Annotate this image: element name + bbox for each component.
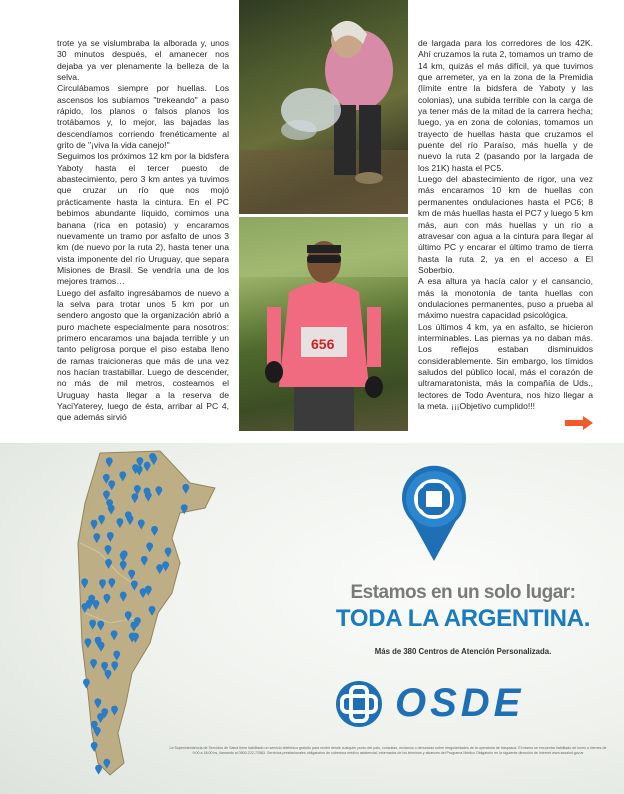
ad-headline: Estamos en un solo lugar:: [350, 582, 576, 603]
photo-runner-splashing-water: [239, 0, 408, 214]
osde-advertisement: [0, 443, 624, 794]
paragraph: Luego del asfalto ingresábamos de nuevo a la selva para trotar unos 5 km por un sendero angosto que la organización abrió a puro machete especialmente para nosotros: primero encaramos una bajada terrible y un tanto peligrosa porque el piso estaba lleno de ramas traicioneras que más de una vez nos hacían trastabillar. Luego de descender, no más de mil metros, costeamos el Uruguay hasta llegar a la reserva de YaciYaterey, luego de ésta, arribar al PC 4, que además sirvió: [57, 287, 229, 423]
page-turn-arrow-icon[interactable]: [565, 416, 593, 430]
photo-runner-pink-shirt: [239, 217, 408, 431]
svg-text:656: 656: [311, 336, 335, 352]
paragraph: de largada para los corredores de los 42K. Ahí cruzamos la ruta 2, tomamos un tramo de 14 km, quizás el más difícil, ya que tuvimos que arremeter, ya en la zona de la Premidia (límite entre la bidsfera de Yaboty y las colonias), una subida terrible con la carga de ya tener más de la mitad de la carrera hecha; luego, ya en zona de colonias, tomamos un trayecto de huellas hasta que cruzamos el puente del río Paraíso, más huella y de nuevo la ruta 2 (pasando por la largada de los 21K) hasta el PC5.: [418, 38, 593, 173]
paragraph: Los últimos 4 km, ya en asfalto, se hicieron interminables. Las piernas ya no daban más. Los reflejos estaban disminuidos considerablemente. Sin embargo, los tímidos saludos del público local, más el corazón de ultramaratonista, más la compañía de Uds., lectores de Todo Aventura, nos hizo llegar a la meta. ¡¡¡Objetivo cumplido!!!: [418, 321, 593, 411]
paragraph: A esa altura ya hacía calor y el cansancio, más la monotonía de tanta huellas con ondulaciones permanentes, puso a prueba al máximo nuestra capacidad psicológica.: [418, 276, 593, 321]
osde-brand-logo: OSDE: [395, 681, 525, 725]
location-pin-icon: [398, 463, 470, 561]
map-pin-icon: [95, 765, 102, 775]
paragraph: trote ya se vislumbraba la alborada y, unos 30 minutos después, el amanecer nos dejaba ya ver plenamente la belleza de la selva.: [57, 38, 229, 83]
paragraph: Circulábamos siempre por huellas. Los ascensos los subíamos "trekeando" a paso rápido, los planos o falsos planos los trotábamos y, lo mejor, las bajadas las descendíamos corriendo frenéticamente al grito de "¡viva la vida canejo!": [57, 83, 229, 151]
osde-cross-logo-icon: [334, 679, 384, 729]
ad-headline-main: TODA LA ARGENTINA.: [335, 605, 591, 632]
argentina-map: [40, 443, 240, 783]
ad-fine-print: La Superintendencia de Servicios de Salud tiene habilitado un servicio telefónico gratuito para recibir desde cualquier punto del país, consultas, reclamos o denuncias sobre irregularidades de la operatoria de traspasos. El mismo se encuentra habilitado de lunes a viernes de 9:00 a 18:00 hs, llamando al 0800-222-72583. Servicios prestacionales obligatorios de cobertura médico asistencial, informados de los términos y alcances del Programa Médico Obligatorio en la siguiente dirección de Internet www.sssalud.gov.ar: [169, 746, 607, 755]
article-column-left: [57, 38, 229, 424]
paragraph: Luego del abastecimiento de rigor, una vez más encaramos 10 km de huellas con permanentes ondulaciones hasta el PC6; 8 km de más huellas hasta el PC7 y luego 5 km más, aun con más huellas y un río a atravesar con agua a la cintura para llegar al último PC y encarar el último tramo de tierra hasta la ruta 2, ya en el acceso a El Soberbio.: [418, 174, 593, 275]
paragraph: Seguimos los próximos 12 km por la bidsfera Yaboty hasta el tercer puesto de abastecimiento, pero 3 km antes ya tuvimos que cruzar un río que nos mojó prácticamente hasta la cintura. En el PC bebimos abundante líquido, comimos una banana (rica en potasio) y encaramos nuevamente un tramo por asfalto de unos 3 km (de nuevo por la ruta 2), hasta tener una vista imponente del río Uruguay, que separa Misiones de Brasil. Se vendría una de los mejores tramos…: [57, 151, 229, 287]
article-column-right: [418, 38, 593, 412]
ad-subline: Más de 380 Centros de Atención Personalizada.: [374, 647, 552, 656]
